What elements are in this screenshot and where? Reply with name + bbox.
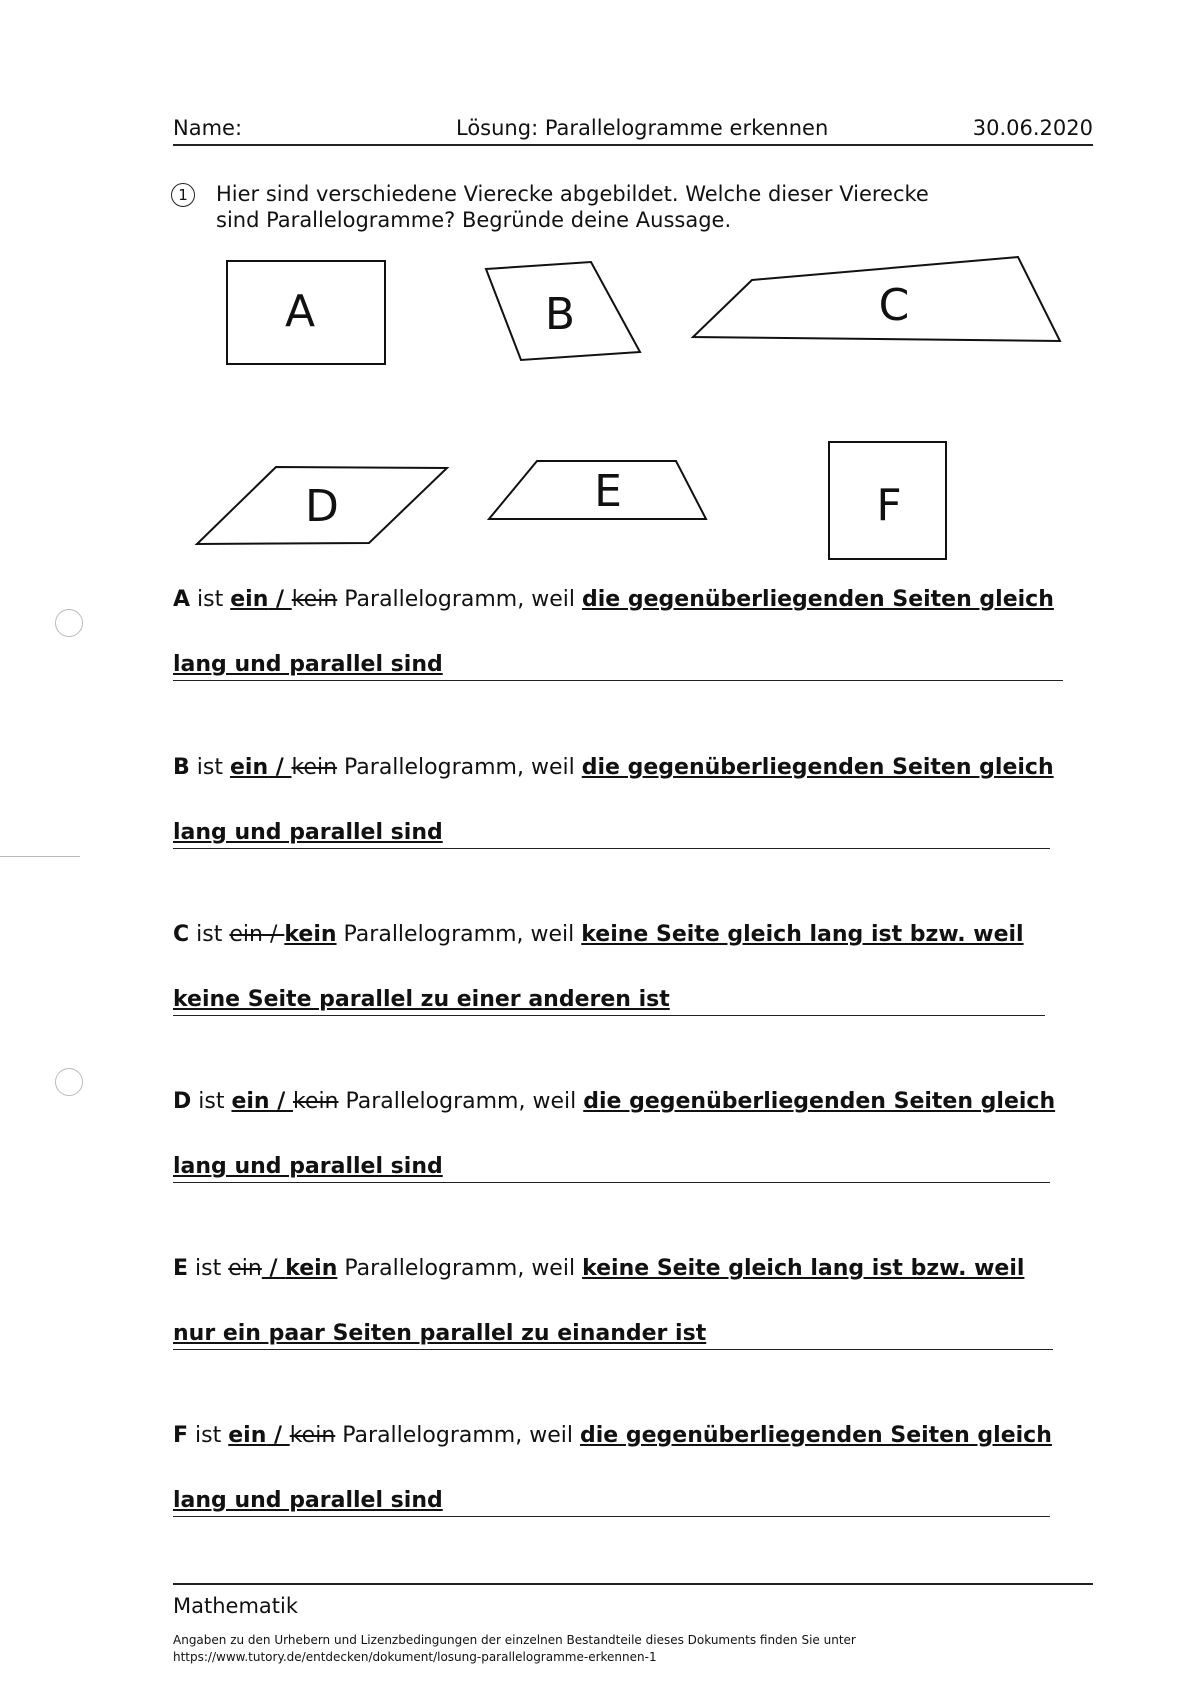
shape-label-f: F (876, 480, 902, 531)
shape-label-d: D (305, 481, 339, 532)
choice-ein: ein (228, 1256, 262, 1281)
shape-label-c: C (878, 280, 910, 331)
answer-f-line1: F ist ein / kein Parallelogramm, weil die gegenüberliegenden Seiten gleich (173, 1423, 1052, 1448)
choice-kein: kein (285, 1256, 338, 1281)
reason-part1: keine Seite gleich lang ist bzw. weil (581, 922, 1024, 947)
shape-label-e: E (594, 466, 622, 517)
choice-kein: kein (292, 1089, 339, 1114)
answer-e-line1: E ist ein / kein Parallelogramm, weil keine Seite gleich lang ist bzw. weil (173, 1256, 1025, 1281)
choice-ein: ein (229, 922, 263, 947)
choice-ein: ein (229, 755, 269, 780)
answer-d-line2: lang und parallel sind (173, 1152, 1050, 1183)
answer-a-line2: lang und parallel sind (173, 650, 1063, 681)
choice-ein: ein (230, 587, 269, 612)
answer-c-line1: C ist ein / kein Parallelogramm, weil keine Seite gleich lang ist bzw. weil (173, 922, 1024, 947)
answer-b-line1: B ist ein / kein Parallelogramm, weil die gegenüberliegenden Seiten gleich (173, 755, 1054, 780)
license-text: Angaben zu den Urhebern und Lizenzbedingungen der einzelnen Bestandteile dieses Dokuments finden Sie unter (173, 1633, 856, 1647)
shape-c (693, 257, 1060, 341)
footer-license-note (173, 1632, 1073, 1666)
shape-label-a: A (284, 286, 316, 337)
answer-d-line1: D ist ein / kein Parallelogramm, weil die gegenüberliegenden Seiten gleich (173, 1089, 1056, 1114)
footer-subject: Mathematik (173, 1594, 299, 1618)
choice-kein: kein (291, 755, 338, 780)
choice-ein: ein (228, 1423, 267, 1448)
punch-hole-mark (55, 1068, 83, 1096)
license-url[interactable]: https://www.tutory.de/entdecken/dokument/losung-parallelogramme-erkennen-1 (173, 1650, 657, 1664)
task-text: Hier sind verschiedene Vierecke abgebildet. Welche dieser Vierecke sind Parallelogramme? Begründe deine Aussage. (216, 182, 929, 232)
choice-kein: kein (284, 922, 337, 947)
answer-c-line2: keine Seite parallel zu einer anderen ist (173, 985, 1045, 1016)
fold-mark (0, 856, 80, 857)
choice-ein: ein (231, 1089, 270, 1114)
punch-hole-mark (55, 609, 83, 637)
task-number: 1 (171, 183, 195, 207)
answer-b-line2: lang und parallel sind (173, 818, 1050, 849)
answer-f-line2: lang und parallel sind (173, 1486, 1050, 1517)
page-title: Lösung: Parallelogramme erkennen (456, 116, 829, 140)
reason-part1: keine Seite gleich lang ist bzw. weil (582, 1256, 1025, 1281)
answer-e-line2: nur ein paar Seiten parallel zu einander ist (173, 1319, 1053, 1350)
quadrilateral-figures (0, 0, 1200, 600)
answer-a-line1: A ist ein / kein Parallelogramm, weil die gegenüberliegenden Seiten gleich (173, 587, 1054, 612)
reason-part1: die gegenüberliegenden Seiten gleich (579, 1423, 1052, 1448)
reason-part1: die gegenüberliegenden Seiten gleich (581, 755, 1054, 780)
reason-part1: die gegenüberliegenden Seiten gleich (581, 587, 1054, 612)
page-date: 30.06.2020 (972, 116, 1093, 140)
shape-label-b: B (544, 289, 576, 340)
footer-divider (173, 1583, 1093, 1585)
name-label: Name: (173, 116, 243, 140)
choice-kein: kein (289, 1423, 336, 1448)
reason-part1: die gegenüberliegenden Seiten gleich (583, 1089, 1056, 1114)
choice-kein: kein (291, 587, 338, 612)
